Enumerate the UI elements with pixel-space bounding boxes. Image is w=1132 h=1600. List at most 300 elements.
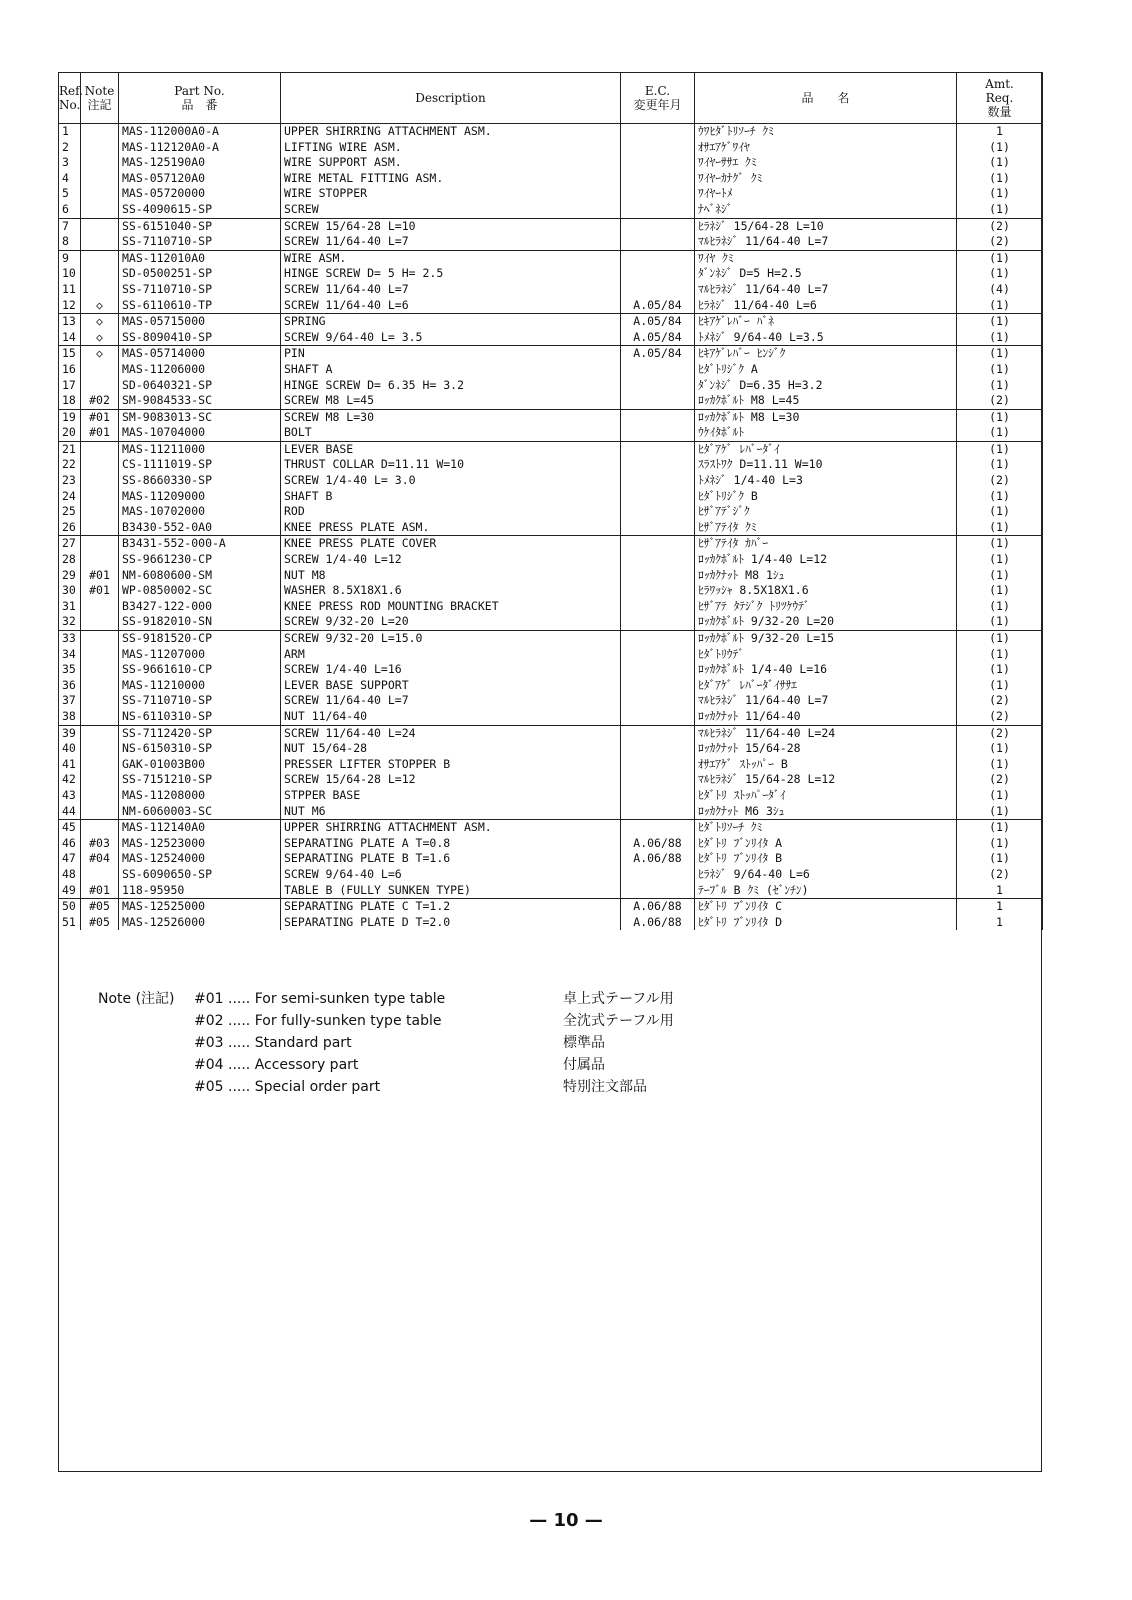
part-no-cell: MAS-11210000 xyxy=(119,678,281,694)
note-cell xyxy=(81,218,119,234)
ec-cell xyxy=(621,489,695,505)
note-cell xyxy=(81,155,119,171)
table-row xyxy=(59,362,1043,378)
ref-cell: 20 xyxy=(59,425,81,441)
jp-name-cell: ﾀﾞﾝﾈｼﾞ D=6.35 H=3.2 xyxy=(695,378,957,394)
description-cell: HINGE SCREW D= 5 H= 2.5 xyxy=(281,266,621,282)
ec-cell xyxy=(621,171,695,187)
jp-name-cell: ﾋﾗﾈｼﾞ 9/64-40 L=6 xyxy=(695,867,957,883)
part-no-cell: MAS-11207000 xyxy=(119,647,281,663)
description-cell: UPPER SHIRRING ATTACHMENT ASM. xyxy=(281,820,621,836)
amount-cell: (1) xyxy=(957,757,1043,773)
note-cell xyxy=(81,709,119,725)
jp-name-cell: ﾋｻﾞｱﾃ ﾀﾃｼﾞｸ ﾄﾘﾂｹｳﾃﾞ xyxy=(695,599,957,615)
note-text: For semi-sunken type table xyxy=(254,991,446,1007)
jp-name-cell: ﾏﾙﾋﾗﾈｼﾞ 11/64-40 L=7 xyxy=(695,282,957,298)
amount-cell: (1) xyxy=(957,804,1043,820)
note-cell: ◇ xyxy=(81,346,119,362)
ec-cell: A.06/88 xyxy=(621,836,695,852)
ref-cell: 9 xyxy=(59,250,81,266)
part-no-cell: MAS-11206000 xyxy=(119,362,281,378)
description-cell: SEPARATING PLATE B T=1.6 xyxy=(281,851,621,867)
note-cell xyxy=(81,599,119,615)
part-no-cell: WP-0850002-SC xyxy=(119,583,281,599)
ref-cell: 49 xyxy=(59,883,81,899)
jp-name-cell: ﾛｯｶｸﾎﾞﾙﾄ M8 L=45 xyxy=(695,393,957,409)
description-cell: SCREW 15/64-28 L=12 xyxy=(281,772,621,788)
description-cell: WIRE SUPPORT ASM. xyxy=(281,155,621,171)
ec-cell xyxy=(621,631,695,647)
jp-name-cell: ﾋｻﾞｱﾃｲﾀ ｸﾐ xyxy=(695,520,957,536)
ref-cell: 5 xyxy=(59,186,81,202)
ec-cell: A.06/88 xyxy=(621,915,695,931)
description-cell: WIRE METAL FITTING ASM. xyxy=(281,171,621,187)
ec-cell xyxy=(621,662,695,678)
table-row xyxy=(59,804,1043,820)
note-cell xyxy=(81,536,119,552)
note-english: #01 ..... For semi-sunken type table xyxy=(194,991,446,1007)
amount-cell: (2) xyxy=(957,772,1043,788)
table-row xyxy=(59,709,1043,725)
part-no-cell: SS-7110710-SP xyxy=(119,282,281,298)
part-no-cell: SM-9083013-SC xyxy=(119,409,281,425)
amount-cell: (2) xyxy=(957,709,1043,725)
amount-cell: (1) xyxy=(957,504,1043,520)
ref-cell: 8 xyxy=(59,234,81,250)
ref-cell: 46 xyxy=(59,836,81,852)
table-row xyxy=(59,520,1043,536)
table-row xyxy=(59,599,1043,615)
description-cell: SCREW 11/64-40 L=7 xyxy=(281,234,621,250)
description-cell: THRUST COLLAR D=11.11 W=10 xyxy=(281,457,621,473)
jp-name-cell: ﾛｯｶｸﾎﾞﾙﾄ 1/4-40 L=12 xyxy=(695,552,957,568)
table-row xyxy=(59,378,1043,394)
table-row xyxy=(59,425,1043,441)
note-text: Accessory part xyxy=(254,1057,359,1073)
note-cell xyxy=(81,867,119,883)
jp-name-cell: ﾋﾀﾞﾄﾘ ﾌﾞﾝﾘｲﾀ B xyxy=(695,851,957,867)
jp-name-cell: ﾜｲﾔｰﾄﾒ xyxy=(695,186,957,202)
part-no-cell: SS-9661610-CP xyxy=(119,662,281,678)
description-cell: SCREW 15/64-28 L=10 xyxy=(281,218,621,234)
note-code: #01 xyxy=(194,991,224,1007)
part-no-cell: SS-9661230-CP xyxy=(119,552,281,568)
note-cell: ◇ xyxy=(81,298,119,314)
jp-name-cell: ﾋｻﾞｱﾃｲﾀ ｶﾊﾞｰ xyxy=(695,536,957,552)
part-no-cell: SS-7110710-SP xyxy=(119,234,281,250)
note-cell xyxy=(81,186,119,202)
ec-cell xyxy=(621,457,695,473)
part-no-cell: MAS-11209000 xyxy=(119,489,281,505)
ref-cell: 7 xyxy=(59,218,81,234)
ref-cell: 34 xyxy=(59,647,81,663)
description-cell: WASHER 8.5X18X1.6 xyxy=(281,583,621,599)
note-cell xyxy=(81,250,119,266)
description-cell: SCREW 11/64-40 L=7 xyxy=(281,693,621,709)
ref-cell: 42 xyxy=(59,772,81,788)
part-no-cell: NS-6110310-SP xyxy=(119,709,281,725)
part-no-cell: MAS-112120A0-A xyxy=(119,140,281,156)
table-row xyxy=(59,820,1043,836)
description-cell: SCREW 9/64-40 L= 3.5 xyxy=(281,330,621,346)
amount-cell: (1) xyxy=(957,441,1043,457)
amount-cell: (1) xyxy=(957,425,1043,441)
ref-cell: 22 xyxy=(59,457,81,473)
part-no-cell: SS-7110710-SP xyxy=(119,693,281,709)
note-cell xyxy=(81,772,119,788)
amount-cell: (1) xyxy=(957,330,1043,346)
table-row xyxy=(59,915,1043,931)
part-no-cell: MAS-05715000 xyxy=(119,314,281,330)
notes-label: Note (注記) xyxy=(98,991,175,1007)
part-no-cell: MAS-12524000 xyxy=(119,851,281,867)
ref-cell: 45 xyxy=(59,820,81,836)
header-note: Note 注記 xyxy=(81,73,119,124)
part-no-cell: MAS-10704000 xyxy=(119,425,281,441)
ec-cell xyxy=(621,883,695,899)
amount-cell: (1) xyxy=(957,362,1043,378)
ref-cell: 23 xyxy=(59,473,81,489)
amount-cell: (2) xyxy=(957,234,1043,250)
table-row xyxy=(59,836,1043,852)
jp-name-cell: ｳﾜﾋﾀﾞﾄﾘｿｰﾁ ｸﾐ xyxy=(695,124,957,140)
table-row xyxy=(59,867,1043,883)
ec-cell xyxy=(621,614,695,630)
description-cell: SEPARATING PLATE A T=0.8 xyxy=(281,836,621,852)
table-row xyxy=(59,346,1043,362)
ref-cell: 14 xyxy=(59,330,81,346)
ec-cell: A.05/84 xyxy=(621,330,695,346)
part-no-cell: SS-6110610-TP xyxy=(119,298,281,314)
ec-cell xyxy=(621,409,695,425)
note-cell xyxy=(81,725,119,741)
description-cell: PRESSER LIFTER STOPPER B xyxy=(281,757,621,773)
description-cell: SCREW 11/64-40 L=24 xyxy=(281,725,621,741)
description-cell: NUT 15/64-28 xyxy=(281,741,621,757)
note-cell xyxy=(81,441,119,457)
table-row xyxy=(59,186,1043,202)
table-row xyxy=(59,678,1043,694)
ec-cell xyxy=(621,441,695,457)
ref-cell: 6 xyxy=(59,202,81,218)
part-no-cell: MAS-112000A0-A xyxy=(119,124,281,140)
table-row xyxy=(59,330,1043,346)
jp-name-cell: ﾏﾙﾋﾗﾈｼﾞ 11/64-40 L=7 xyxy=(695,234,957,250)
ec-cell xyxy=(621,124,695,140)
ec-cell xyxy=(621,693,695,709)
part-no-cell: B3431-552-000-A xyxy=(119,536,281,552)
description-cell: SCREW 9/32-20 L=20 xyxy=(281,614,621,630)
amount-cell: 1 xyxy=(957,124,1043,140)
ref-cell: 33 xyxy=(59,631,81,647)
part-no-cell: SM-9084533-SC xyxy=(119,393,281,409)
note-cell xyxy=(81,693,119,709)
jp-name-cell: ﾋﾗﾈｼﾞ 15/64-28 L=10 xyxy=(695,218,957,234)
description-cell: SCREW 11/64-40 L=6 xyxy=(281,298,621,314)
note-cell xyxy=(81,788,119,804)
part-no-cell: MAS-05714000 xyxy=(119,346,281,362)
table-row xyxy=(59,725,1043,741)
ec-cell: A.06/88 xyxy=(621,899,695,915)
part-no-cell: SS-6151040-SP xyxy=(119,218,281,234)
table-row xyxy=(59,124,1043,140)
part-no-cell: MAS-112140A0 xyxy=(119,820,281,836)
part-no-cell: SS-8090410-SP xyxy=(119,330,281,346)
description-cell: WIRE ASM. xyxy=(281,250,621,266)
jp-name-cell: ｵｻｴｱｹﾞﾜｲﾔ xyxy=(695,140,957,156)
part-no-cell: MAS-12526000 xyxy=(119,915,281,931)
description-cell: NUT M6 xyxy=(281,804,621,820)
ref-cell: 3 xyxy=(59,155,81,171)
jp-name-cell: ｽﾗｽﾄﾜｸ D=11.11 W=10 xyxy=(695,457,957,473)
amount-cell: (1) xyxy=(957,647,1043,663)
part-no-cell: MAS-125190A0 xyxy=(119,155,281,171)
note-english: #03 ..... Standard part xyxy=(194,1035,352,1051)
amount-cell: (1) xyxy=(957,599,1043,615)
table-row xyxy=(59,883,1043,899)
jp-name-cell: ﾏﾙﾋﾗﾈｼﾞ 11/64-40 L=7 xyxy=(695,693,957,709)
note-cell: ◇ xyxy=(81,330,119,346)
jp-name-cell: ﾛｯｶｸﾅｯﾄ M6 3ｼｭ xyxy=(695,804,957,820)
ref-cell: 30 xyxy=(59,583,81,599)
header-ref: Ref. No. xyxy=(59,73,81,124)
table-row xyxy=(59,693,1043,709)
table-row xyxy=(59,473,1043,489)
ec-cell xyxy=(621,568,695,584)
ref-cell: 47 xyxy=(59,851,81,867)
part-no-cell: MAS-057120A0 xyxy=(119,171,281,187)
amount-cell: (1) xyxy=(957,631,1043,647)
ref-cell: 43 xyxy=(59,788,81,804)
description-cell: PIN xyxy=(281,346,621,362)
ref-cell: 15 xyxy=(59,346,81,362)
part-no-cell: NM-6080600-SM xyxy=(119,568,281,584)
amount-cell: (1) xyxy=(957,457,1043,473)
amount-cell: (1) xyxy=(957,140,1043,156)
note-cell xyxy=(81,757,119,773)
table-row xyxy=(59,504,1043,520)
ref-cell: 13 xyxy=(59,314,81,330)
description-cell: LEVER BASE xyxy=(281,441,621,457)
ref-cell: 51 xyxy=(59,915,81,931)
jp-name-cell: ﾋﾀﾞﾄﾘ ｽﾄｯﾊﾟｰﾀﾞｲ xyxy=(695,788,957,804)
jp-name-cell: ﾜｲﾔｰｻｻｴ ｸﾐ xyxy=(695,155,957,171)
table-row xyxy=(59,266,1043,282)
ec-cell xyxy=(621,362,695,378)
table-row xyxy=(59,171,1043,187)
table-row xyxy=(59,298,1043,314)
amount-cell: (1) xyxy=(957,298,1043,314)
part-no-cell: SD-0640321-SP xyxy=(119,378,281,394)
note-cell: #05 xyxy=(81,899,119,915)
table-row xyxy=(59,788,1043,804)
jp-name-cell: ﾛｯｶｸﾎﾞﾙﾄ M8 L=30 xyxy=(695,409,957,425)
ref-cell: 26 xyxy=(59,520,81,536)
jp-name-cell: ﾋﾀﾞﾄﾘｼﾞｸ B xyxy=(695,489,957,505)
ec-cell: A.05/84 xyxy=(621,314,695,330)
ref-cell: 44 xyxy=(59,804,81,820)
ec-cell xyxy=(621,282,695,298)
note-cell xyxy=(81,552,119,568)
ref-cell: 38 xyxy=(59,709,81,725)
table-row xyxy=(59,218,1043,234)
description-cell: SPRING xyxy=(281,314,621,330)
ref-cell: 35 xyxy=(59,662,81,678)
note-cell xyxy=(81,614,119,630)
note-cell xyxy=(81,741,119,757)
description-cell: SCREW 9/64-40 L=6 xyxy=(281,867,621,883)
jp-name-cell: ﾏﾙﾋﾗﾈｼﾞ 15/64-28 L=12 xyxy=(695,772,957,788)
ec-cell xyxy=(621,202,695,218)
amount-cell: (1) xyxy=(957,851,1043,867)
jp-name-cell: ﾛｯｶｸﾎﾞﾙﾄ 1/4-40 L=16 xyxy=(695,662,957,678)
ref-cell: 12 xyxy=(59,298,81,314)
table-row xyxy=(59,457,1043,473)
note-text: Special order part xyxy=(254,1079,381,1095)
description-cell: STPPER BASE xyxy=(281,788,621,804)
jp-name-cell: ﾋﾀﾞﾄﾘｿｰﾁ ｸﾐ xyxy=(695,820,957,836)
note-cell: ◇ xyxy=(81,314,119,330)
ec-cell xyxy=(621,250,695,266)
ec-cell xyxy=(621,473,695,489)
ec-cell xyxy=(621,725,695,741)
amount-cell: 1 xyxy=(957,915,1043,931)
amount-cell: (2) xyxy=(957,867,1043,883)
table-row xyxy=(59,202,1043,218)
table-row xyxy=(59,568,1043,584)
amount-cell: (2) xyxy=(957,473,1043,489)
description-cell: ROD xyxy=(281,504,621,520)
ec-cell xyxy=(621,583,695,599)
part-no-cell: CS-1111019-SP xyxy=(119,457,281,473)
table-row xyxy=(59,536,1043,552)
ec-cell xyxy=(621,186,695,202)
ec-cell xyxy=(621,378,695,394)
ec-cell xyxy=(621,140,695,156)
amount-cell: (1) xyxy=(957,378,1043,394)
amount-cell: (1) xyxy=(957,552,1043,568)
note-cell xyxy=(81,140,119,156)
ref-cell: 1 xyxy=(59,124,81,140)
table-row xyxy=(59,314,1043,330)
note-cell: #01 xyxy=(81,583,119,599)
note-cell xyxy=(81,504,119,520)
amount-cell: (1) xyxy=(957,568,1043,584)
description-cell: KNEE PRESS PLATE ASM. xyxy=(281,520,621,536)
ec-cell xyxy=(621,393,695,409)
description-cell: LIFTING WIRE ASM. xyxy=(281,140,621,156)
jp-name-cell: ﾃｰﾌﾞﾙ B ｸﾐ (ｾﾞﾝﾁﾝ) xyxy=(695,883,957,899)
jp-name-cell: ﾋﾗﾜｯｼｬ 8.5X18X1.6 xyxy=(695,583,957,599)
jp-name-cell: ﾀﾞﾝﾈｼﾞ D=5 H=2.5 xyxy=(695,266,957,282)
ref-cell: 40 xyxy=(59,741,81,757)
note-code: #05 xyxy=(194,1079,224,1095)
note-code: #04 xyxy=(194,1057,224,1073)
note-cell: #01 xyxy=(81,425,119,441)
amount-cell: (2) xyxy=(957,693,1043,709)
note-cell xyxy=(81,266,119,282)
ref-cell: 10 xyxy=(59,266,81,282)
ref-cell: 11 xyxy=(59,282,81,298)
description-cell: TABLE B (FULLY SUNKEN TYPE) xyxy=(281,883,621,899)
jp-name-cell: ﾋｷｱｹﾞﾚﾊﾞｰ ﾊﾞﾈ xyxy=(695,314,957,330)
ec-cell: A.05/84 xyxy=(621,298,695,314)
ref-cell: 21 xyxy=(59,441,81,457)
part-no-cell: MAS-05720000 xyxy=(119,186,281,202)
ref-cell: 31 xyxy=(59,599,81,615)
part-no-cell: SS-6090650-SP xyxy=(119,867,281,883)
note-english: #05 ..... Special order part xyxy=(194,1079,381,1095)
header-row xyxy=(59,73,1043,124)
jp-name-cell: ﾛｯｶｸﾅｯﾄ 11/64-40 xyxy=(695,709,957,725)
part-no-cell: SS-7151210-SP xyxy=(119,772,281,788)
part-no-cell: B3427-122-000 xyxy=(119,599,281,615)
table-row xyxy=(59,552,1043,568)
note-code: #03 xyxy=(194,1035,224,1051)
note-cell xyxy=(81,457,119,473)
description-cell: SCREW 9/32-20 L=15.0 xyxy=(281,631,621,647)
description-cell: SCREW 11/64-40 L=7 xyxy=(281,282,621,298)
amount-cell: (1) xyxy=(957,662,1043,678)
header-ec: E.C. 変更年月 xyxy=(621,73,695,124)
ec-cell xyxy=(621,536,695,552)
part-no-cell: MAS-10702000 xyxy=(119,504,281,520)
note-cell xyxy=(81,678,119,694)
jp-name-cell: ﾋﾀﾞｱｹﾞ ﾚﾊﾞｰﾀﾞｲ xyxy=(695,441,957,457)
note-japanese: 付属品 xyxy=(563,1057,605,1073)
table-row xyxy=(59,140,1043,156)
part-no-cell: NS-6150310-SP xyxy=(119,741,281,757)
amount-cell: (2) xyxy=(957,725,1043,741)
description-cell: SCREW 1/4-40 L=16 xyxy=(281,662,621,678)
amount-cell: (1) xyxy=(957,536,1043,552)
description-cell: NUT M8 xyxy=(281,568,621,584)
parts-body xyxy=(59,124,1043,931)
note-cell: #01 xyxy=(81,568,119,584)
jp-name-cell: ﾋﾀﾞﾄﾘ ﾌﾞﾝﾘｲﾀ A xyxy=(695,836,957,852)
header-amount: Amt. Req. 数量 xyxy=(957,73,1043,124)
description-cell: SHAFT B xyxy=(281,489,621,505)
description-cell: SCREW M8 L=45 xyxy=(281,393,621,409)
table-row xyxy=(59,489,1043,505)
jp-name-cell: ﾛｯｶｸﾎﾞﾙﾄ 9/32-20 L=20 xyxy=(695,614,957,630)
description-cell: SCREW 1/4-40 L=12 xyxy=(281,552,621,568)
table-row xyxy=(59,614,1043,630)
note-cell xyxy=(81,282,119,298)
part-no-cell: SS-8660330-SP xyxy=(119,473,281,489)
part-no-cell: MAS-12523000 xyxy=(119,836,281,852)
note-cell xyxy=(81,124,119,140)
header-part-no: Part No. 品 番 xyxy=(119,73,281,124)
amount-cell: (1) xyxy=(957,202,1043,218)
description-cell: BOLT xyxy=(281,425,621,441)
amount-cell: (1) xyxy=(957,489,1043,505)
part-no-cell: SS-9182010-SN xyxy=(119,614,281,630)
description-cell: SCREW xyxy=(281,202,621,218)
note-cell: #02 xyxy=(81,393,119,409)
ref-cell: 39 xyxy=(59,725,81,741)
amount-cell: (1) xyxy=(957,820,1043,836)
ref-cell: 28 xyxy=(59,552,81,568)
note-english: #02 ..... For fully-sunken type table xyxy=(194,1013,442,1029)
table-row xyxy=(59,583,1043,599)
note-japanese: 卓上式テーフル用 xyxy=(563,991,674,1007)
parts-table xyxy=(58,72,1043,930)
ec-cell xyxy=(621,266,695,282)
ec-cell xyxy=(621,552,695,568)
amount-cell: (1) xyxy=(957,836,1043,852)
description-cell: SEPARATING PLATE C T=1.2 xyxy=(281,899,621,915)
